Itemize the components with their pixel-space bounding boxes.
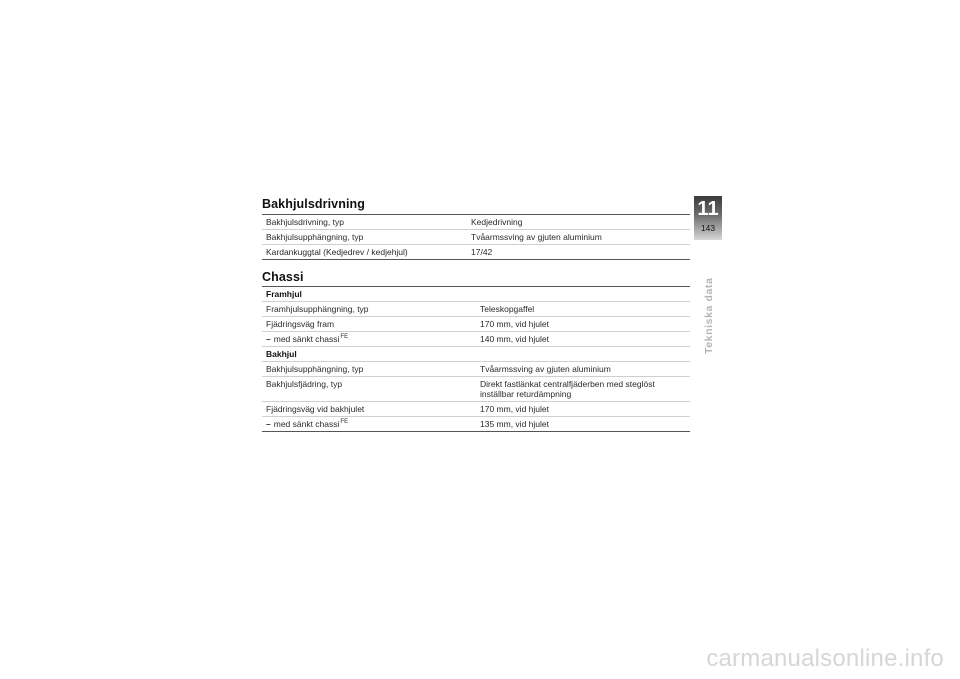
table-row [262, 402, 690, 417]
table-row [262, 362, 690, 377]
table-row [262, 230, 690, 245]
table-subheading-row [262, 287, 690, 302]
row-label: Bakhjulsupphängning, typ [262, 362, 476, 377]
table-subheading-row [262, 347, 690, 362]
row-label-lowered-rear [262, 417, 476, 432]
row-label: Framhjulsupphängning, typ [262, 302, 476, 317]
table-row [262, 317, 690, 332]
dash-bullet: – [266, 419, 271, 429]
option-superscript: FE [340, 419, 349, 425]
chassis-table [262, 286, 690, 432]
row-value: Direkt fastlänkat centralfjäderben med steglöst inställbar returdämpning [476, 377, 690, 402]
subheading-front-wheel: Framhjul [262, 287, 690, 302]
lowered-label: med sänkt chassi [273, 419, 340, 429]
option-superscript: FE [340, 334, 349, 340]
page-number: 143 [700, 223, 716, 233]
row-value: Kedjedrivning [467, 215, 690, 230]
row-label: Bakhjulsdrivning, typ [262, 215, 467, 230]
table-row [262, 332, 690, 347]
spec-content [262, 196, 690, 432]
row-value: Tvåarmssving av gjuten aluminium [467, 230, 690, 245]
watermark-text: carmanualsonline.info [706, 645, 944, 672]
row-label: Bakhjulsupphängning, typ [262, 230, 467, 245]
row-value: 170 mm, vid hjulet [476, 317, 690, 332]
row-label-lowered-front [262, 332, 476, 347]
row-value: Teleskopgaffel [476, 302, 690, 317]
table-row [262, 417, 690, 432]
lowered-label: med sänkt chassi [273, 334, 340, 344]
row-label: Fjädringsväg fram [262, 317, 476, 332]
row-value: Tvåarmssving av gjuten aluminium [476, 362, 690, 377]
table-row [262, 245, 690, 260]
chapter-number: 11 [697, 198, 719, 220]
chapter-side-label: Tekniska data [703, 277, 715, 354]
row-label: Fjädringsväg vid bakhjulet [262, 402, 476, 417]
rear-drive-table [262, 214, 690, 260]
dash-bullet: – [266, 334, 271, 344]
row-value: 135 mm, vid hjulet [480, 419, 549, 429]
row-label: Bakhjulsfjädring, typ [262, 377, 476, 402]
row-value: 17/42 [471, 247, 493, 257]
row-value: 140 mm, vid hjulet [476, 332, 690, 347]
table-row [262, 215, 690, 230]
section-heading-chassis: Chassi [262, 270, 304, 284]
table-row [262, 377, 690, 402]
chapter-tab [694, 196, 722, 240]
subheading-rear-wheel: Bakhjul [262, 347, 690, 362]
row-value: 170 mm, vid hjulet [476, 402, 690, 417]
section-heading-rear-drive: Bakhjulsdrivning [262, 197, 366, 211]
row-label: Kardankuggtal (Kedjedrev / kedjehjul) [266, 247, 408, 257]
table-row [262, 302, 690, 317]
